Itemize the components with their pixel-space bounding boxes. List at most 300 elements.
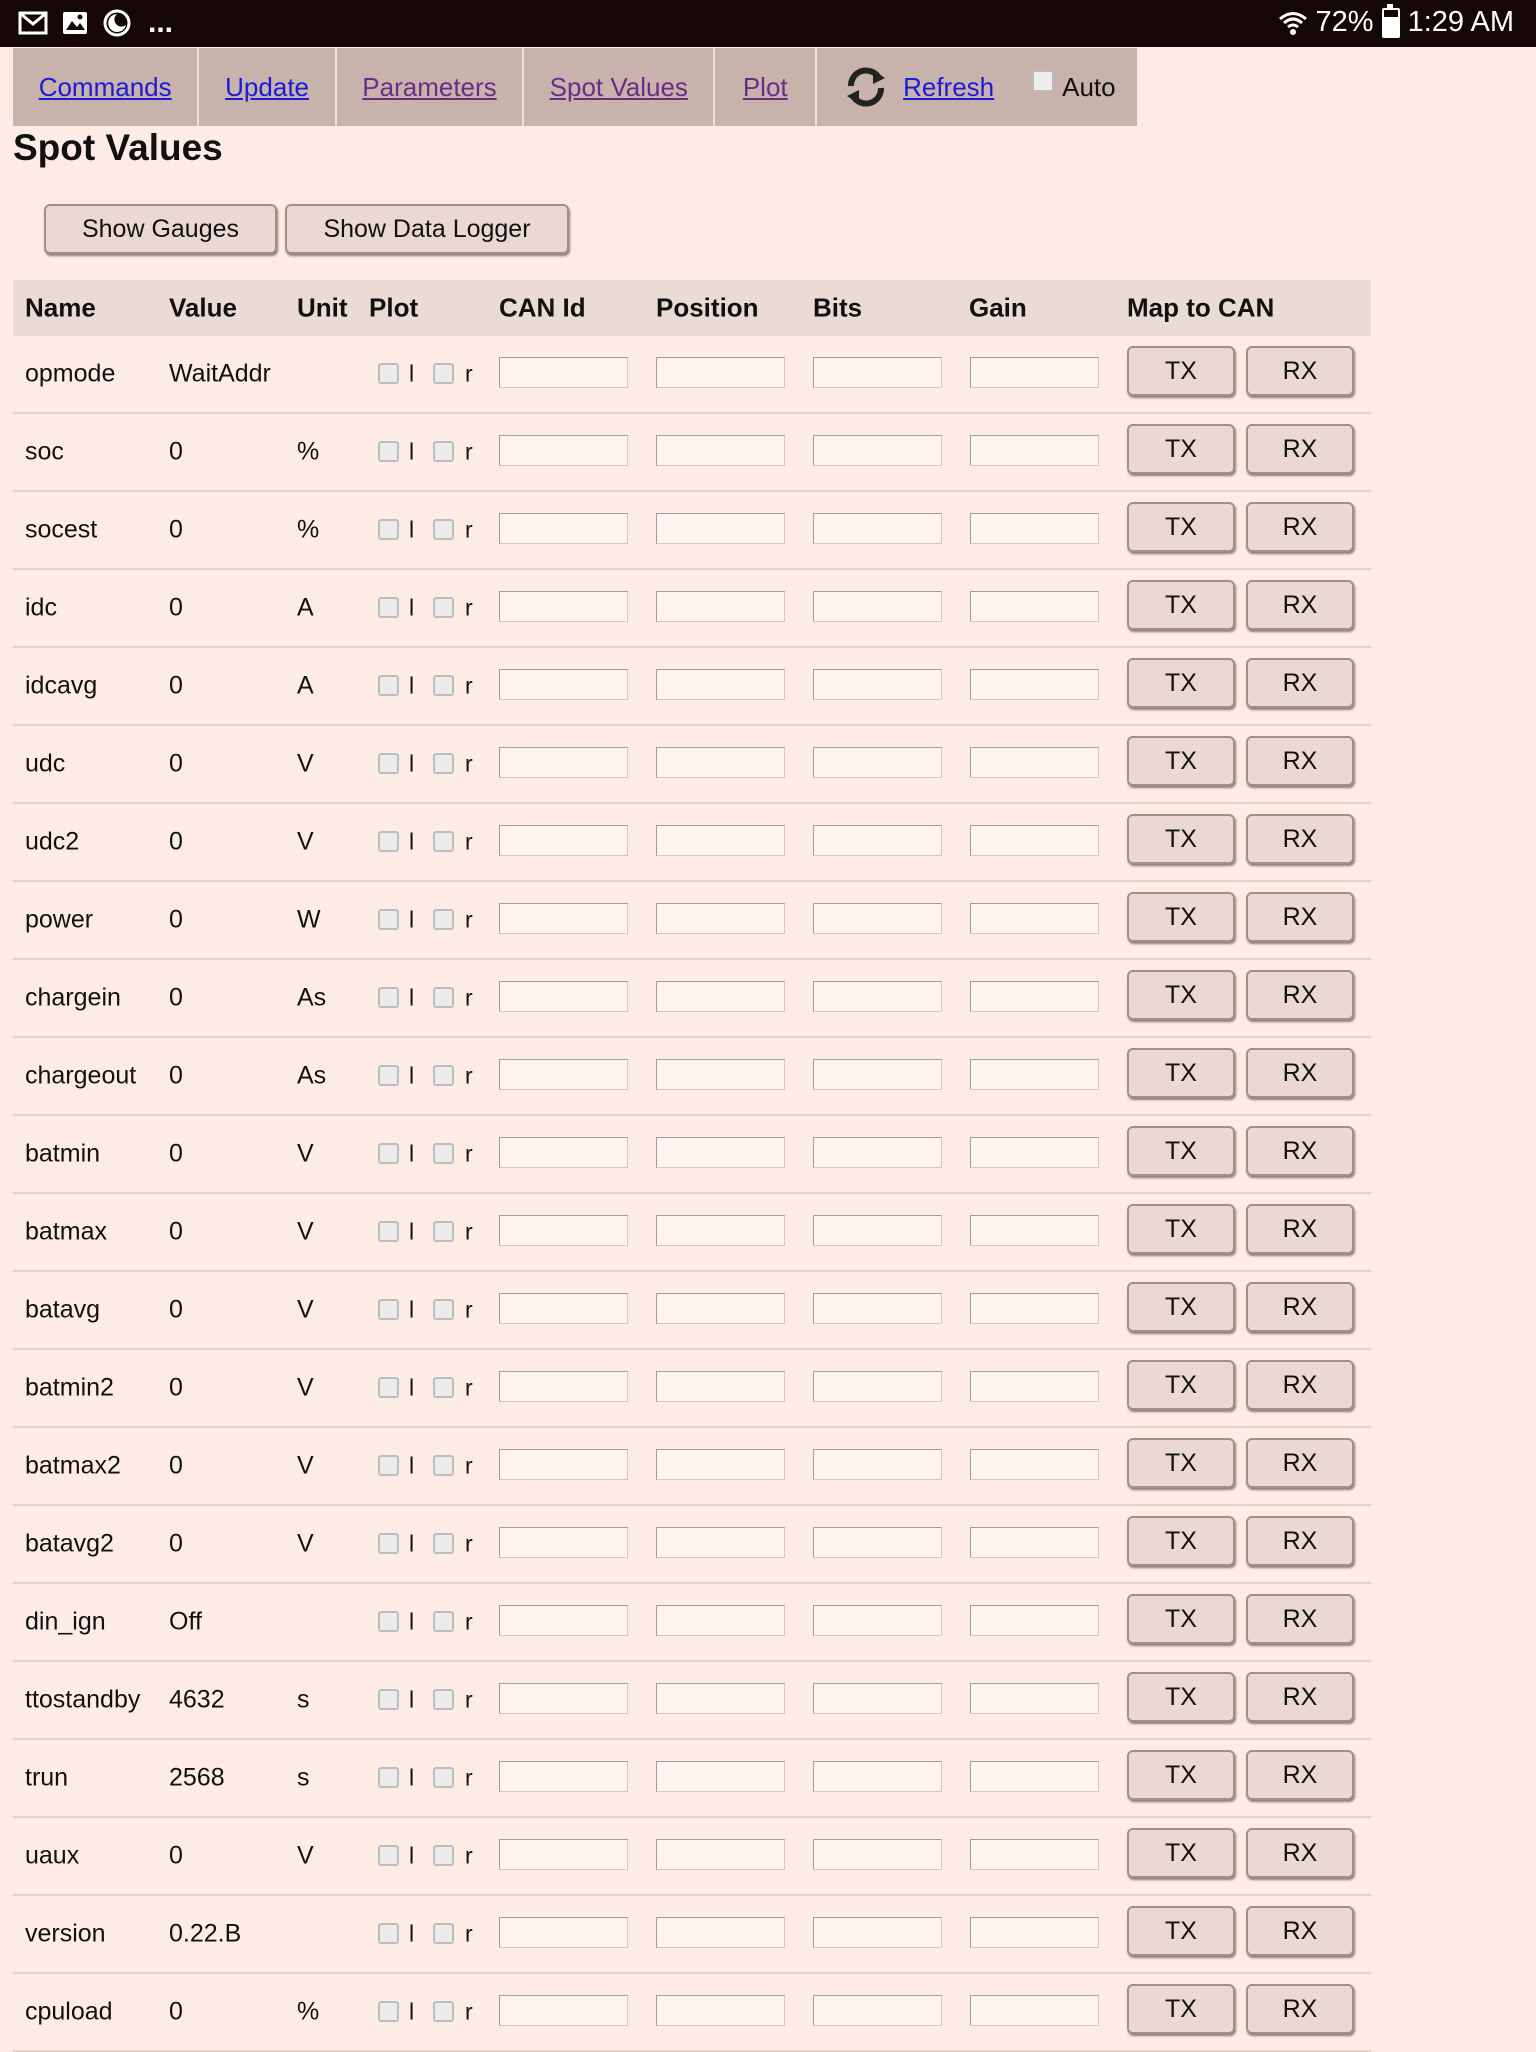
- row-value: 0: [169, 515, 183, 544]
- gain-input[interactable]: [970, 1293, 1099, 1324]
- row-value: 0: [169, 1841, 183, 1870]
- plot-left-checkbox[interactable]: [378, 1845, 399, 1866]
- bits-input[interactable]: [813, 513, 942, 544]
- header-can-id: CAN Id: [499, 292, 586, 323]
- row-name: power: [25, 905, 94, 934]
- plot-left-label: l: [409, 906, 415, 933]
- battery-percent: 72%: [1315, 6, 1374, 38]
- table-row: [13, 960, 1371, 1038]
- plot-left-checkbox[interactable]: [378, 1767, 399, 1788]
- status-bar: [0, 0, 1536, 47]
- gain-input[interactable]: [970, 1449, 1099, 1480]
- plot-right-checkbox[interactable]: [433, 441, 454, 462]
- battery-icon: [1382, 8, 1400, 38]
- plot-right-checkbox[interactable]: [433, 1455, 454, 1476]
- auto-label: Auto: [1062, 71, 1116, 102]
- bits-input[interactable]: [813, 747, 942, 778]
- plot-left-checkbox[interactable]: [378, 1221, 399, 1242]
- gain-input[interactable]: [970, 1761, 1099, 1792]
- plot-left-checkbox[interactable]: [378, 1455, 399, 1476]
- plot-left-label: l: [409, 1608, 415, 1635]
- can-id-input[interactable]: [499, 513, 628, 544]
- table-row: [13, 414, 1371, 492]
- row-name: version: [25, 1919, 106, 1948]
- rx-button[interactable]: RX: [1246, 1438, 1354, 1488]
- row-name: din_ign: [25, 1607, 106, 1636]
- position-input[interactable]: [656, 669, 785, 700]
- plot-right-checkbox[interactable]: [433, 1767, 454, 1788]
- plot-left-checkbox[interactable]: [378, 1377, 399, 1398]
- gain-input[interactable]: [970, 1527, 1099, 1558]
- wifi-icon: [1278, 10, 1308, 36]
- tx-button[interactable]: TX: [1127, 658, 1235, 708]
- plot-left-label: l: [409, 1686, 415, 1713]
- position-input[interactable]: [656, 981, 785, 1012]
- rx-button[interactable]: RX: [1246, 424, 1354, 474]
- row-unit: %: [297, 1997, 320, 2026]
- bits-input[interactable]: [813, 1605, 942, 1636]
- table-row: [13, 1662, 1371, 1740]
- row-unit: V: [297, 1217, 314, 1246]
- plot-right-label: r: [465, 750, 473, 777]
- position-input[interactable]: [656, 1917, 785, 1948]
- can-id-input[interactable]: [499, 1761, 628, 1792]
- tx-button[interactable]: TX: [1127, 1828, 1235, 1878]
- plot-right-checkbox[interactable]: [433, 363, 454, 384]
- plot-right-checkbox[interactable]: [433, 909, 454, 930]
- row-value: 0: [169, 983, 183, 1012]
- plot-left-checkbox[interactable]: [378, 2001, 399, 2022]
- plot-left-label: l: [409, 516, 415, 543]
- rx-button[interactable]: RX: [1246, 970, 1354, 1020]
- commands-link[interactable]: Commands: [38, 71, 172, 102]
- can-id-input[interactable]: [499, 825, 628, 856]
- rx-button[interactable]: RX: [1246, 1594, 1354, 1644]
- plot-right-label: r: [465, 438, 473, 465]
- row-name: soc: [25, 437, 64, 466]
- can-id-input[interactable]: [499, 1215, 628, 1246]
- plot-right-label: r: [465, 1920, 473, 1947]
- rx-button[interactable]: RX: [1246, 892, 1354, 942]
- plot-right-checkbox[interactable]: [433, 1299, 454, 1320]
- tx-button[interactable]: TX: [1127, 1204, 1235, 1254]
- plot-left-checkbox[interactable]: [378, 1143, 399, 1164]
- position-input[interactable]: [656, 591, 785, 622]
- row-unit: V: [297, 1295, 314, 1324]
- position-input[interactable]: [656, 1527, 785, 1558]
- table-header: [13, 280, 1371, 336]
- position-input[interactable]: [656, 1215, 785, 1246]
- bits-input[interactable]: [813, 1059, 942, 1090]
- plot-left-checkbox[interactable]: [378, 831, 399, 852]
- rx-button[interactable]: RX: [1246, 502, 1354, 552]
- position-input[interactable]: [656, 1293, 785, 1324]
- bits-input[interactable]: [813, 669, 942, 700]
- menu-item-refresh: [817, 48, 1137, 126]
- update-link[interactable]: Update: [225, 71, 309, 102]
- plot-right-checkbox[interactable]: [433, 1143, 454, 1164]
- plot-right-label: r: [465, 1686, 473, 1713]
- gain-input[interactable]: [970, 981, 1099, 1012]
- bits-input[interactable]: [813, 1371, 942, 1402]
- can-id-input[interactable]: [499, 357, 628, 388]
- position-input[interactable]: [656, 747, 785, 778]
- plot-left-label: l: [409, 750, 415, 777]
- gain-input[interactable]: [970, 1371, 1099, 1402]
- rx-button[interactable]: RX: [1246, 658, 1354, 708]
- rx-button[interactable]: RX: [1246, 1048, 1354, 1098]
- tx-button[interactable]: TX: [1127, 1438, 1235, 1488]
- row-name: udc: [25, 749, 66, 778]
- row-value: 4632: [169, 1685, 225, 1714]
- rx-button[interactable]: RX: [1246, 1750, 1354, 1800]
- can-id-input[interactable]: [499, 1137, 628, 1168]
- gain-input[interactable]: [970, 825, 1099, 856]
- bits-input[interactable]: [813, 1449, 942, 1480]
- rx-button[interactable]: RX: [1246, 814, 1354, 864]
- position-input[interactable]: [656, 1761, 785, 1792]
- can-id-input[interactable]: [499, 435, 628, 466]
- bits-input[interactable]: [813, 1761, 942, 1792]
- row-value: 0: [169, 593, 183, 622]
- plot-right-label: r: [465, 1998, 473, 2025]
- plot-left-checkbox[interactable]: [378, 441, 399, 462]
- bits-input[interactable]: [813, 1683, 942, 1714]
- bits-input[interactable]: [813, 357, 942, 388]
- rx-button[interactable]: RX: [1246, 580, 1354, 630]
- plot-left-checkbox[interactable]: [378, 1299, 399, 1320]
- row-name: cpuload: [25, 1997, 113, 2026]
- table-row: [13, 1116, 1371, 1194]
- plot-right-checkbox[interactable]: [433, 519, 454, 540]
- tx-button[interactable]: TX: [1127, 970, 1235, 1020]
- plot-right-label: r: [465, 672, 473, 699]
- plot-right-label: r: [465, 1764, 473, 1791]
- gain-input[interactable]: [970, 1839, 1099, 1870]
- row-unit: A: [297, 671, 314, 700]
- night-mode-icon: [102, 8, 132, 38]
- header-map-to-can: Map to CAN: [1127, 292, 1275, 323]
- table-row: [13, 1038, 1371, 1116]
- plot-right-label: r: [465, 984, 473, 1011]
- tx-button[interactable]: TX: [1127, 1672, 1235, 1722]
- plot-left-checkbox[interactable]: [378, 519, 399, 540]
- can-id-input[interactable]: [499, 1527, 628, 1558]
- plot-right-checkbox[interactable]: [433, 675, 454, 696]
- plot-left-checkbox[interactable]: [378, 1689, 399, 1710]
- table-row: [13, 1428, 1371, 1506]
- header-plot: Plot: [369, 292, 419, 323]
- rx-button[interactable]: RX: [1246, 1360, 1354, 1410]
- position-input[interactable]: [656, 1683, 785, 1714]
- position-input[interactable]: [656, 1995, 785, 2026]
- row-name: batmax: [25, 1217, 107, 1246]
- plot-right-checkbox[interactable]: [433, 1377, 454, 1398]
- table-row: [13, 1506, 1371, 1584]
- plot-left-label: l: [409, 672, 415, 699]
- tx-button[interactable]: TX: [1127, 580, 1235, 630]
- plot-right-checkbox[interactable]: [433, 1689, 454, 1710]
- row-unit: s: [297, 1685, 310, 1714]
- tx-button[interactable]: TX: [1127, 1594, 1235, 1644]
- gain-input[interactable]: [970, 1995, 1099, 2026]
- gain-input[interactable]: [970, 1137, 1099, 1168]
- table-row: [13, 882, 1371, 960]
- plot-left-label: l: [409, 1452, 415, 1479]
- table-row: [13, 1818, 1371, 1896]
- row-name: batmin: [25, 1139, 101, 1168]
- tx-button[interactable]: TX: [1127, 1984, 1235, 2034]
- can-id-input[interactable]: [499, 1605, 628, 1636]
- auto-refresh-checkbox[interactable]: [1032, 70, 1054, 92]
- bits-input[interactable]: [813, 825, 942, 856]
- gain-input[interactable]: [970, 1059, 1099, 1090]
- menu-item-parameters: [337, 48, 524, 126]
- bits-input[interactable]: [813, 1293, 942, 1324]
- row-value: 0: [169, 1529, 183, 1558]
- plot-right-checkbox[interactable]: [433, 1533, 454, 1554]
- tx-button[interactable]: TX: [1127, 1360, 1235, 1410]
- row-name: socest: [25, 515, 98, 544]
- gain-input[interactable]: [970, 357, 1099, 388]
- row-name: opmode: [25, 359, 116, 388]
- row-value: WaitAddr: [169, 359, 271, 388]
- plot-left-label: l: [409, 1764, 415, 1791]
- plot-right-checkbox[interactable]: [433, 1065, 454, 1086]
- show-gauges-button[interactable]: Show Gauges: [44, 204, 277, 254]
- can-id-input[interactable]: [499, 1683, 628, 1714]
- position-input[interactable]: [656, 1059, 785, 1090]
- plot-right-checkbox[interactable]: [433, 597, 454, 618]
- tx-button[interactable]: TX: [1127, 1048, 1235, 1098]
- position-input[interactable]: [656, 903, 785, 934]
- show-data-logger-button[interactable]: Show Data Logger: [285, 204, 569, 254]
- can-id-input[interactable]: [499, 591, 628, 622]
- rx-button[interactable]: RX: [1246, 1828, 1354, 1878]
- table-row: [13, 1740, 1371, 1818]
- tx-button[interactable]: TX: [1127, 1906, 1235, 1956]
- plot-right-label: r: [465, 1296, 473, 1323]
- tx-button[interactable]: TX: [1127, 736, 1235, 786]
- row-unit: V: [297, 1139, 314, 1168]
- plot-left-checkbox[interactable]: [378, 909, 399, 930]
- rx-button[interactable]: RX: [1246, 1984, 1354, 2034]
- row-unit: V: [297, 749, 314, 778]
- bits-input[interactable]: [813, 1527, 942, 1558]
- position-input[interactable]: [656, 1371, 785, 1402]
- rx-button[interactable]: RX: [1246, 1906, 1354, 1956]
- row-value: 0: [169, 1217, 183, 1246]
- position-input[interactable]: [656, 1137, 785, 1168]
- position-input[interactable]: [656, 513, 785, 544]
- bits-input[interactable]: [813, 1839, 942, 1870]
- bits-input[interactable]: [813, 1215, 942, 1246]
- bits-input[interactable]: [813, 1995, 942, 2026]
- can-id-input[interactable]: [499, 1839, 628, 1870]
- gain-input[interactable]: [970, 1917, 1099, 1948]
- plot-left-checkbox[interactable]: [378, 1611, 399, 1632]
- spot-values-table: [13, 280, 1371, 2052]
- position-input[interactable]: [656, 1605, 785, 1636]
- tx-button[interactable]: TX: [1127, 346, 1235, 396]
- refresh-link[interactable]: Refresh: [903, 71, 995, 102]
- row-value: 0: [169, 827, 183, 856]
- header-value: Value: [169, 292, 237, 323]
- can-id-input[interactable]: [499, 903, 628, 934]
- plot-link[interactable]: Plot: [742, 71, 788, 102]
- plot-right-label: r: [465, 828, 473, 855]
- plot-left-checkbox[interactable]: [378, 675, 399, 696]
- table-body: [13, 336, 1371, 2052]
- position-input[interactable]: [656, 825, 785, 856]
- row-value: Off: [169, 1607, 202, 1636]
- gain-input[interactable]: [970, 747, 1099, 778]
- rx-button[interactable]: RX: [1246, 1126, 1354, 1176]
- row-value: 0.22.B: [169, 1919, 242, 1948]
- can-id-input[interactable]: [499, 1995, 628, 2026]
- position-input[interactable]: [656, 435, 785, 466]
- tx-button[interactable]: TX: [1127, 424, 1235, 474]
- plot-left-label: l: [409, 1842, 415, 1869]
- bits-input[interactable]: [813, 903, 942, 934]
- table-row: [13, 726, 1371, 804]
- plot-right-label: r: [465, 1530, 473, 1557]
- parameters-link[interactable]: Parameters: [362, 71, 497, 102]
- row-value: 0: [169, 1997, 183, 2026]
- plot-left-label: l: [409, 1530, 415, 1557]
- plot-right-label: r: [465, 1452, 473, 1479]
- bits-input[interactable]: [813, 591, 942, 622]
- plot-right-checkbox[interactable]: [433, 753, 454, 774]
- can-id-input[interactable]: [499, 981, 628, 1012]
- table-row: [13, 1272, 1371, 1350]
- row-value: 0: [169, 671, 183, 700]
- row-unit: V: [297, 1529, 314, 1558]
- plot-left-checkbox[interactable]: [378, 753, 399, 774]
- plot-left-checkbox[interactable]: [378, 1533, 399, 1554]
- plot-left-checkbox[interactable]: [378, 987, 399, 1008]
- row-value: 0: [169, 1295, 183, 1324]
- gain-input[interactable]: [970, 1605, 1099, 1636]
- tx-button[interactable]: TX: [1127, 1126, 1235, 1176]
- position-input[interactable]: [656, 357, 785, 388]
- row-unit: A: [297, 593, 314, 622]
- table-row: [13, 1584, 1371, 1662]
- header-name: Name: [25, 292, 96, 323]
- can-id-input[interactable]: [499, 669, 628, 700]
- menu-item-update: [199, 48, 337, 126]
- plot-right-checkbox[interactable]: [433, 2001, 454, 2022]
- plot-left-label: l: [409, 1218, 415, 1245]
- bits-input[interactable]: [813, 1917, 942, 1948]
- tx-button[interactable]: TX: [1127, 814, 1235, 864]
- plot-right-label: r: [465, 1608, 473, 1635]
- plot-right-checkbox[interactable]: [433, 1845, 454, 1866]
- bits-input[interactable]: [813, 1137, 942, 1168]
- plot-left-label: l: [409, 1062, 415, 1089]
- bits-input[interactable]: [813, 981, 942, 1012]
- spot-values-link[interactable]: Spot Values: [549, 71, 688, 102]
- row-name: ttostandby: [25, 1685, 141, 1714]
- tx-button[interactable]: TX: [1127, 1282, 1235, 1332]
- can-id-input[interactable]: [499, 1917, 628, 1948]
- row-unit: V: [297, 1373, 314, 1402]
- gain-input[interactable]: [970, 669, 1099, 700]
- row-name: batmax2: [25, 1451, 121, 1480]
- bits-input[interactable]: [813, 435, 942, 466]
- row-unit: V: [297, 827, 314, 856]
- plot-right-checkbox[interactable]: [433, 1611, 454, 1632]
- gain-input[interactable]: [970, 513, 1099, 544]
- gain-input[interactable]: [970, 435, 1099, 466]
- row-value: 0: [169, 1061, 183, 1090]
- gain-input[interactable]: [970, 1683, 1099, 1714]
- row-name: batavg: [25, 1295, 101, 1324]
- rx-button[interactable]: RX: [1246, 1516, 1354, 1566]
- plot-left-label: l: [409, 594, 415, 621]
- tx-button[interactable]: TX: [1127, 892, 1235, 942]
- plot-right-checkbox[interactable]: [433, 831, 454, 852]
- plot-left-checkbox[interactable]: [378, 1065, 399, 1086]
- more-notifications: ...: [148, 6, 174, 39]
- gain-input[interactable]: [970, 591, 1099, 622]
- row-value: 0: [169, 1373, 183, 1402]
- plot-left-label: l: [409, 1374, 415, 1401]
- tx-button[interactable]: TX: [1127, 1750, 1235, 1800]
- can-id-input[interactable]: [499, 1371, 628, 1402]
- row-unit: W: [297, 905, 321, 934]
- plot-right-checkbox[interactable]: [433, 1221, 454, 1242]
- can-id-input[interactable]: [499, 1293, 628, 1324]
- rx-button[interactable]: RX: [1246, 736, 1354, 786]
- gain-input[interactable]: [970, 903, 1099, 934]
- nav-menu: [13, 48, 1137, 126]
- plot-right-label: r: [465, 516, 473, 543]
- table-row: [13, 336, 1371, 414]
- row-name: batavg2: [25, 1529, 114, 1558]
- refresh-icon[interactable]: [843, 64, 889, 110]
- table-row: [13, 1194, 1371, 1272]
- row-name: uaux: [25, 1841, 80, 1870]
- plot-left-checkbox[interactable]: [378, 363, 399, 384]
- row-unit: V: [297, 1841, 314, 1870]
- plot-right-label: r: [465, 1140, 473, 1167]
- rx-button[interactable]: RX: [1246, 1204, 1354, 1254]
- plot-right-label: r: [465, 1842, 473, 1869]
- row-name: chargein: [25, 983, 121, 1012]
- position-input[interactable]: [656, 1449, 785, 1480]
- plot-right-label: r: [465, 1062, 473, 1089]
- plot-left-checkbox[interactable]: [378, 597, 399, 618]
- position-input[interactable]: [656, 1839, 785, 1870]
- gain-input[interactable]: [970, 1215, 1099, 1246]
- can-id-input[interactable]: [499, 1449, 628, 1480]
- plot-left-checkbox[interactable]: [378, 1923, 399, 1944]
- plot-right-checkbox[interactable]: [433, 987, 454, 1008]
- tx-button[interactable]: TX: [1127, 502, 1235, 552]
- header-bits: Bits: [813, 292, 863, 323]
- rx-button[interactable]: RX: [1246, 346, 1354, 396]
- plot-right-label: r: [465, 594, 473, 621]
- can-id-input[interactable]: [499, 747, 628, 778]
- plot-right-checkbox[interactable]: [433, 1923, 454, 1944]
- rx-button[interactable]: RX: [1246, 1672, 1354, 1722]
- rx-button[interactable]: RX: [1246, 1282, 1354, 1332]
- tx-button[interactable]: TX: [1127, 1516, 1235, 1566]
- plot-right-label: r: [465, 360, 473, 387]
- can-id-input[interactable]: [499, 1059, 628, 1090]
- page-title: Spot Values: [13, 127, 223, 168]
